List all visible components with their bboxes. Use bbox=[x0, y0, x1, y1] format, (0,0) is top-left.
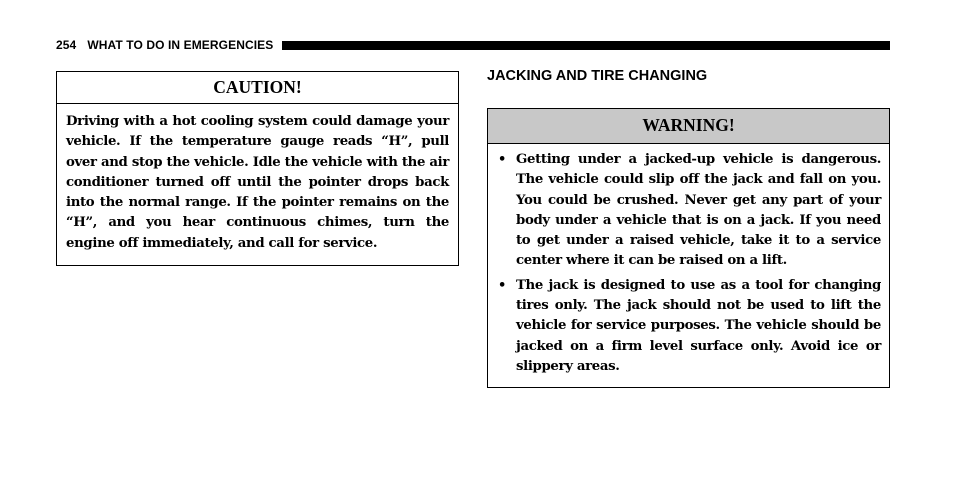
warning-title: WARNING! bbox=[488, 109, 889, 144]
warning-item-text: The jack is designed to use as a tool for changing tires only. The jack should not be used to lift the vehicle for service purposes. The vehicle should be jacked on a firm level surface only. Avoid ice or slippery areas. bbox=[516, 277, 881, 374]
page-header bbox=[56, 37, 890, 53]
warning-box bbox=[487, 108, 890, 388]
warning-item-text: Getting under a jacked-up vehicle is dangerous. The vehicle could slip off the jack and fall on you. You could be crushed. Never get any part of your body under a vehicle that is on a jack. If you need to get under a raised vehicle, take it to a service center where it can be raised on a lift. bbox=[516, 152, 881, 269]
header-rule bbox=[282, 41, 890, 50]
bullet-icon: • bbox=[498, 152, 506, 167]
caution-title: CAUTION! bbox=[57, 72, 458, 104]
caution-box bbox=[56, 71, 459, 266]
warning-item bbox=[498, 150, 881, 272]
caution-text: Driving with a hot cooling system could damage your vehicle. If the temperature gauge reads “H”, pull over and stop the vehicle. Idle the vehicle with the air conditioner turned off until the pointer drops back into the normal range. If the pointer remains on the “H”, and you hear continuous chimes, turn the engine off immediately, and call for service. bbox=[66, 114, 449, 251]
section-title: WHAT TO DO IN EMERGENCIES bbox=[87, 38, 274, 52]
warning-item bbox=[498, 276, 881, 377]
jacking-heading: JACKING AND TIRE CHANGING bbox=[487, 68, 708, 84]
page-number: 254 bbox=[56, 38, 77, 52]
warning-list bbox=[488, 144, 889, 377]
bullet-icon: • bbox=[498, 277, 506, 293]
